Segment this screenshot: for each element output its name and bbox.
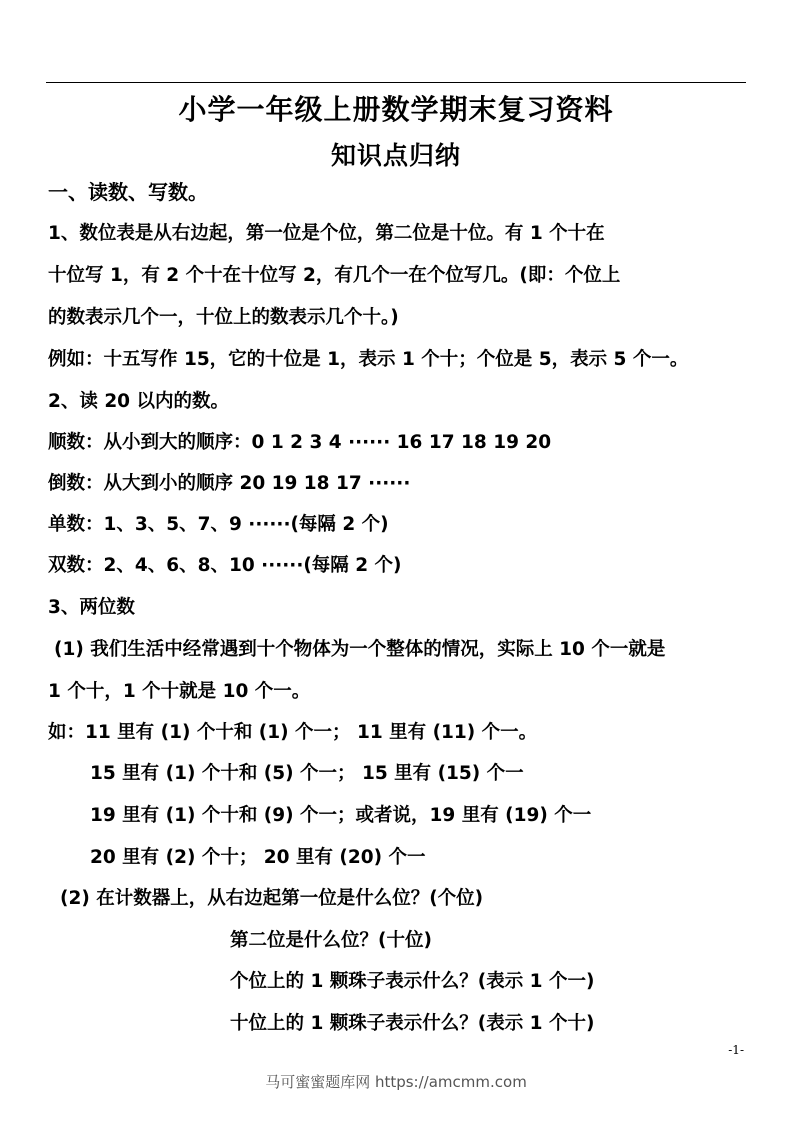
text-line: 个位上的 1 颗珠子表示什么？(表示 1 个一) (230, 971, 595, 992)
text-line: (1) 我们生活中经常遇到十个物体为一个整体的情况，实际上 10 个一就是 (54, 639, 666, 660)
text-line: 1 个十，1 个十就是 10 个一。 (48, 681, 311, 702)
text-line: 1、数位表是从右边起，第一位是个位，第二位是十位。有 1 个十在 (48, 223, 605, 244)
document-subtitle: 知识点归纳 (330, 141, 461, 170)
footer-watermark: 马可蜜蜜题库网 https://amcmm.com (265, 1073, 527, 1091)
text-line: 十位上的 1 颗珠子表示什么？(表示 1 个十) (230, 1013, 595, 1034)
text-line: 顺数：从小到大的顺序：0 1 2 3 4 ······ 16 17 18 19 20 (48, 432, 552, 453)
document-title: 小学一年级上册数学期末复习资料 (178, 93, 614, 126)
text-line: 双数：2、4、6、8、10 ······(每隔 2 个) (48, 555, 402, 576)
text-line: 20 里有 (2) 个十； 20 里有 (20) 个一 (90, 847, 426, 868)
section-heading: 一、读数、写数。 (48, 180, 208, 204)
text-line: 如：11 里有 (1) 个十和 (1) 个一； 11 里有 (11) 个一。 (48, 722, 538, 743)
text-line: 19 里有 (1) 个十和 (9) 个一；或者说，19 里有 (19) 个一 (90, 805, 592, 826)
text-line: 15 里有 (1) 个十和 (5) 个一； 15 里有 (15) 个一 (90, 763, 524, 784)
top-rule (46, 82, 746, 83)
text-line: 第二位是什么位？(十位) (230, 930, 432, 951)
text-line: 2、读 20 以内的数。 (48, 391, 229, 412)
text-line: 3、两位数 (48, 597, 135, 618)
text-line: 单数：1、3、5、7、9 ······(每隔 2 个) (48, 514, 389, 535)
text-line: 十位写 1，有 2 个十在十位写 2，有几个一在个位写几。(即：个位上 (48, 265, 621, 286)
text-line: 的数表示几个一，十位上的数表示几个十。) (48, 307, 399, 328)
page-number: -1- (728, 1043, 744, 1057)
text-line: (2) 在计数器上，从右边起第一位是什么位？(个位) (60, 888, 484, 909)
text-line: 例如：十五写作 15，它的十位是 1，表示 1 个十；个位是 5，表示 5 个一。 (48, 349, 689, 370)
text-line: 倒数：从大到小的顺序 20 19 18 17 ······ (48, 473, 411, 494)
